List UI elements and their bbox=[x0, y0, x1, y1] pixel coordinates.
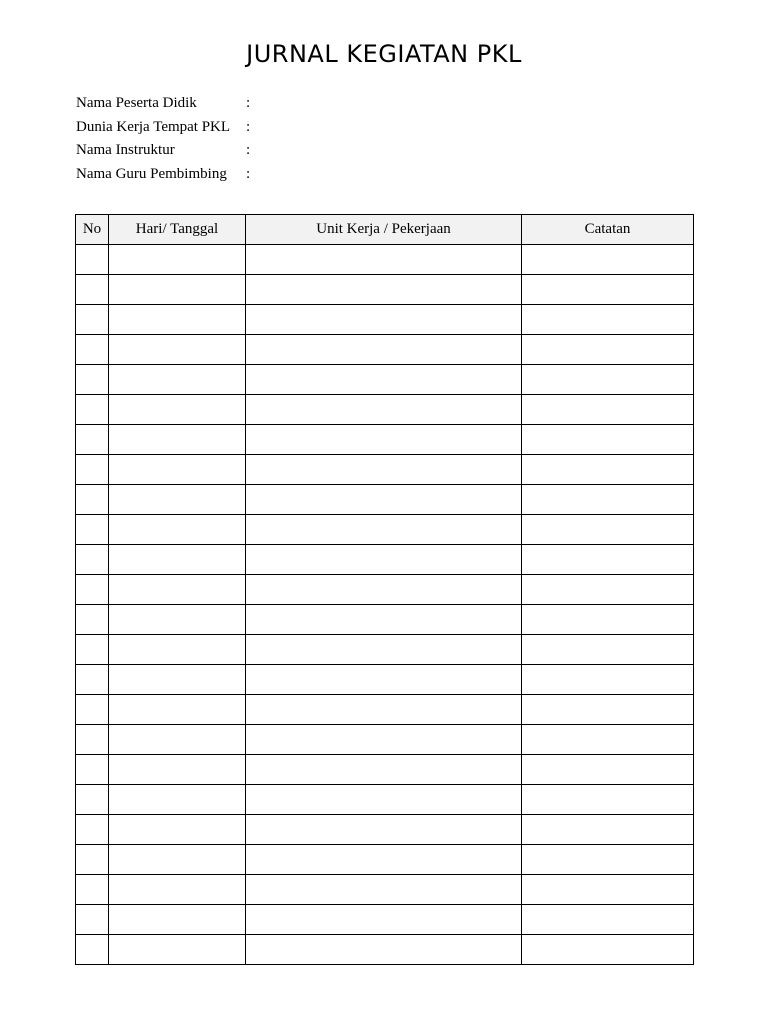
table-row bbox=[76, 875, 694, 905]
cell-no bbox=[76, 605, 109, 635]
field-colon: : bbox=[246, 95, 251, 112]
cell-no bbox=[76, 455, 109, 485]
cell-hari-tanggal bbox=[109, 725, 246, 755]
table-row bbox=[76, 305, 694, 335]
table-row bbox=[76, 515, 694, 545]
cell-hari-tanggal bbox=[109, 875, 246, 905]
field-colon: : bbox=[246, 166, 251, 183]
field-label: Dunia Kerja Tempat PKL bbox=[76, 118, 231, 135]
cell-no bbox=[76, 395, 109, 425]
field-nama-peserta-didik bbox=[76, 92, 258, 116]
cell-unit-kerja bbox=[246, 485, 522, 515]
cell-unit-kerja bbox=[246, 755, 522, 785]
cell-catatan bbox=[522, 545, 694, 575]
cell-hari-tanggal bbox=[109, 815, 246, 845]
cell-unit-kerja bbox=[246, 605, 522, 635]
cell-unit-kerja bbox=[246, 725, 522, 755]
cell-no bbox=[76, 245, 109, 275]
field-label: Nama Instruktur bbox=[76, 142, 175, 159]
cell-hari-tanggal bbox=[109, 695, 246, 725]
cell-unit-kerja bbox=[246, 245, 522, 275]
cell-catatan bbox=[522, 845, 694, 875]
cell-no bbox=[76, 335, 109, 365]
header-catatan: Catatan bbox=[522, 215, 694, 245]
table-row bbox=[76, 485, 694, 515]
header-no: No bbox=[76, 215, 109, 245]
cell-hari-tanggal bbox=[109, 785, 246, 815]
cell-no bbox=[76, 815, 109, 845]
table-row bbox=[76, 605, 694, 635]
cell-catatan bbox=[522, 515, 694, 545]
cell-catatan bbox=[522, 875, 694, 905]
table-row bbox=[76, 845, 694, 875]
cell-hari-tanggal bbox=[109, 515, 246, 545]
cell-unit-kerja bbox=[246, 875, 522, 905]
cell-unit-kerja bbox=[246, 335, 522, 365]
cell-unit-kerja bbox=[246, 785, 522, 815]
table-row bbox=[76, 335, 694, 365]
cell-hari-tanggal bbox=[109, 545, 246, 575]
cell-no bbox=[76, 905, 109, 935]
table-row bbox=[76, 365, 694, 395]
cell-catatan bbox=[522, 695, 694, 725]
table-row bbox=[76, 635, 694, 665]
field-colon: : bbox=[246, 142, 251, 159]
identity-fields bbox=[76, 92, 258, 186]
cell-catatan bbox=[522, 755, 694, 785]
table-row bbox=[76, 935, 694, 965]
cell-catatan bbox=[522, 785, 694, 815]
table-row bbox=[76, 785, 694, 815]
cell-catatan bbox=[522, 425, 694, 455]
cell-catatan bbox=[522, 335, 694, 365]
cell-no bbox=[76, 935, 109, 965]
cell-no bbox=[76, 845, 109, 875]
cell-no bbox=[76, 365, 109, 395]
cell-catatan bbox=[522, 245, 694, 275]
cell-catatan bbox=[522, 485, 694, 515]
cell-catatan bbox=[522, 305, 694, 335]
table-row bbox=[76, 905, 694, 935]
table-header-row bbox=[76, 215, 694, 245]
cell-unit-kerja bbox=[246, 665, 522, 695]
cell-hari-tanggal bbox=[109, 245, 246, 275]
cell-unit-kerja bbox=[246, 695, 522, 725]
cell-hari-tanggal bbox=[109, 275, 246, 305]
cell-hari-tanggal bbox=[109, 395, 246, 425]
cell-catatan bbox=[522, 605, 694, 635]
journal-table bbox=[75, 214, 694, 965]
table-row bbox=[76, 695, 694, 725]
cell-hari-tanggal bbox=[109, 605, 246, 635]
table-body bbox=[76, 245, 694, 965]
cell-no bbox=[76, 755, 109, 785]
cell-unit-kerja bbox=[246, 905, 522, 935]
cell-unit-kerja bbox=[246, 845, 522, 875]
cell-hari-tanggal bbox=[109, 575, 246, 605]
cell-unit-kerja bbox=[246, 395, 522, 425]
table-row bbox=[76, 545, 694, 575]
cell-unit-kerja bbox=[246, 545, 522, 575]
table-row bbox=[76, 275, 694, 305]
field-label: Nama Peserta Didik bbox=[76, 95, 197, 112]
cell-unit-kerja bbox=[246, 455, 522, 485]
cell-hari-tanggal bbox=[109, 755, 246, 785]
cell-hari-tanggal bbox=[109, 845, 246, 875]
header-unit-kerja: Unit Kerja / Pekerjaan bbox=[246, 215, 522, 245]
cell-hari-tanggal bbox=[109, 305, 246, 335]
cell-catatan bbox=[522, 395, 694, 425]
cell-no bbox=[76, 695, 109, 725]
cell-no bbox=[76, 785, 109, 815]
cell-unit-kerja bbox=[246, 575, 522, 605]
cell-no bbox=[76, 305, 109, 335]
cell-unit-kerja bbox=[246, 935, 522, 965]
table-row bbox=[76, 725, 694, 755]
cell-no bbox=[76, 665, 109, 695]
table-row bbox=[76, 245, 694, 275]
cell-no bbox=[76, 725, 109, 755]
cell-unit-kerja bbox=[246, 305, 522, 335]
cell-unit-kerja bbox=[246, 515, 522, 545]
cell-catatan bbox=[522, 365, 694, 395]
cell-hari-tanggal bbox=[109, 455, 246, 485]
field-dunia-kerja bbox=[76, 116, 258, 140]
page-title: JURNAL KEGIATAN PKL bbox=[246, 40, 522, 68]
cell-hari-tanggal bbox=[109, 425, 246, 455]
cell-unit-kerja bbox=[246, 425, 522, 455]
cell-hari-tanggal bbox=[109, 485, 246, 515]
cell-unit-kerja bbox=[246, 635, 522, 665]
cell-hari-tanggal bbox=[109, 365, 246, 395]
table-row bbox=[76, 425, 694, 455]
cell-unit-kerja bbox=[246, 365, 522, 395]
field-nama-guru-pembimbing bbox=[76, 163, 258, 187]
cell-no bbox=[76, 515, 109, 545]
table-row bbox=[76, 815, 694, 845]
cell-catatan bbox=[522, 635, 694, 665]
field-nama-instruktur bbox=[76, 139, 258, 163]
table-row bbox=[76, 455, 694, 485]
cell-no bbox=[76, 575, 109, 605]
cell-catatan bbox=[522, 665, 694, 695]
header-hari-tanggal: Hari/ Tanggal bbox=[109, 215, 246, 245]
cell-catatan bbox=[522, 275, 694, 305]
cell-no bbox=[76, 485, 109, 515]
cell-unit-kerja bbox=[246, 275, 522, 305]
cell-hari-tanggal bbox=[109, 905, 246, 935]
cell-catatan bbox=[522, 905, 694, 935]
cell-catatan bbox=[522, 575, 694, 605]
table-row bbox=[76, 395, 694, 425]
field-colon: : bbox=[246, 118, 251, 135]
cell-hari-tanggal bbox=[109, 665, 246, 695]
cell-catatan bbox=[522, 725, 694, 755]
table-row bbox=[76, 755, 694, 785]
cell-catatan bbox=[522, 455, 694, 485]
cell-no bbox=[76, 275, 109, 305]
cell-catatan bbox=[522, 935, 694, 965]
cell-no bbox=[76, 425, 109, 455]
cell-no bbox=[76, 635, 109, 665]
cell-hari-tanggal bbox=[109, 635, 246, 665]
cell-hari-tanggal bbox=[109, 935, 246, 965]
cell-catatan bbox=[522, 815, 694, 845]
table-row bbox=[76, 665, 694, 695]
field-label: Nama Guru Pembimbing bbox=[76, 166, 227, 183]
cell-hari-tanggal bbox=[109, 335, 246, 365]
cell-unit-kerja bbox=[246, 815, 522, 845]
cell-no bbox=[76, 875, 109, 905]
table-row bbox=[76, 575, 694, 605]
cell-no bbox=[76, 545, 109, 575]
